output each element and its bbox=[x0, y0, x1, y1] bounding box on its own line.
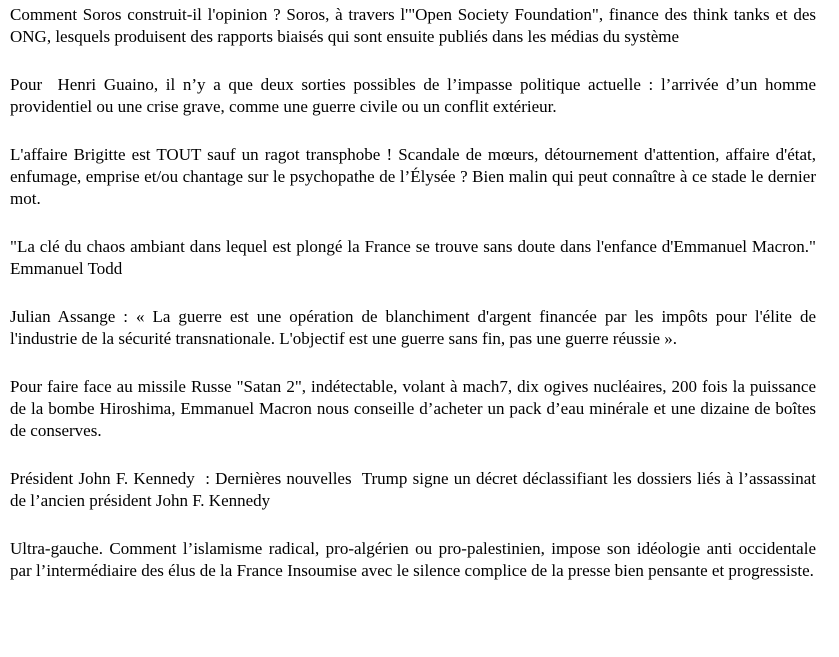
paragraph-assange-quote: Julian Assange : « La guerre est une opération de blanchiment d'argent financée par les impôts pour l'élite de l'industrie de la sécurité transnationale. L'objectif est une guerre sans fin, pas une guerre réussie ». bbox=[10, 307, 816, 348]
paragraph-todd-quote: "La clé du chaos ambiant dans lequel est plongé la France se trouve sans doute dans l'enfance d'Emmanuel Macron." Emmanuel Todd bbox=[10, 237, 816, 278]
paragraph-kennedy: Président John F. Kennedy : Dernières nouvelles Trump signe un décret déclassifiant les dossiers liés à l’assassinat de l’ancien président John F. Kennedy bbox=[10, 469, 816, 510]
paragraph-satan2: Pour faire face au missile Russe "Satan 2", indétectable, volant à mach7, dix ogives nucléaires, 200 fois la puissance de la bombe Hiroshima, Emmanuel Macron nous conseille d’acheter un pack d’eau minérale et une dizaine de boîtes de conserves. bbox=[10, 377, 816, 440]
paragraph-soros: Comment Soros construit-il l'opinion ? Soros, à travers l'"Open Society Foundation", finance des think tanks et des ONG, lesquels produisent des rapports biaisés qui sont ensuite publiés dans les médias du système bbox=[10, 5, 816, 46]
paragraph-ultra-gauche: Ultra-gauche. Comment l’islamisme radical, pro-algérien ou pro-palestinien, impose son idéologie anti occidentale par l’intermédiaire des élus de la France Insoumise avec le silence complice de la presse bien pensante et progressiste. bbox=[10, 539, 816, 580]
paragraph-brigitte: L'affaire Brigitte est TOUT sauf un ragot transphobe ! Scandale de mœurs, détournement d'attention, affaire d'état, enfumage, emprise et/ou chantage sur le psychopathe de l’Élysée ? Bien malin qui peut connaître à ce stade le dernier mot. bbox=[10, 145, 816, 208]
paragraph-guaino: Pour Henri Guaino, il n’y a que deux sorties possibles de l’impasse politique actuelle : l’arrivée d’un homme providentiel ou une crise grave, comme une guerre civile ou un conflit extérieur. bbox=[10, 75, 816, 116]
